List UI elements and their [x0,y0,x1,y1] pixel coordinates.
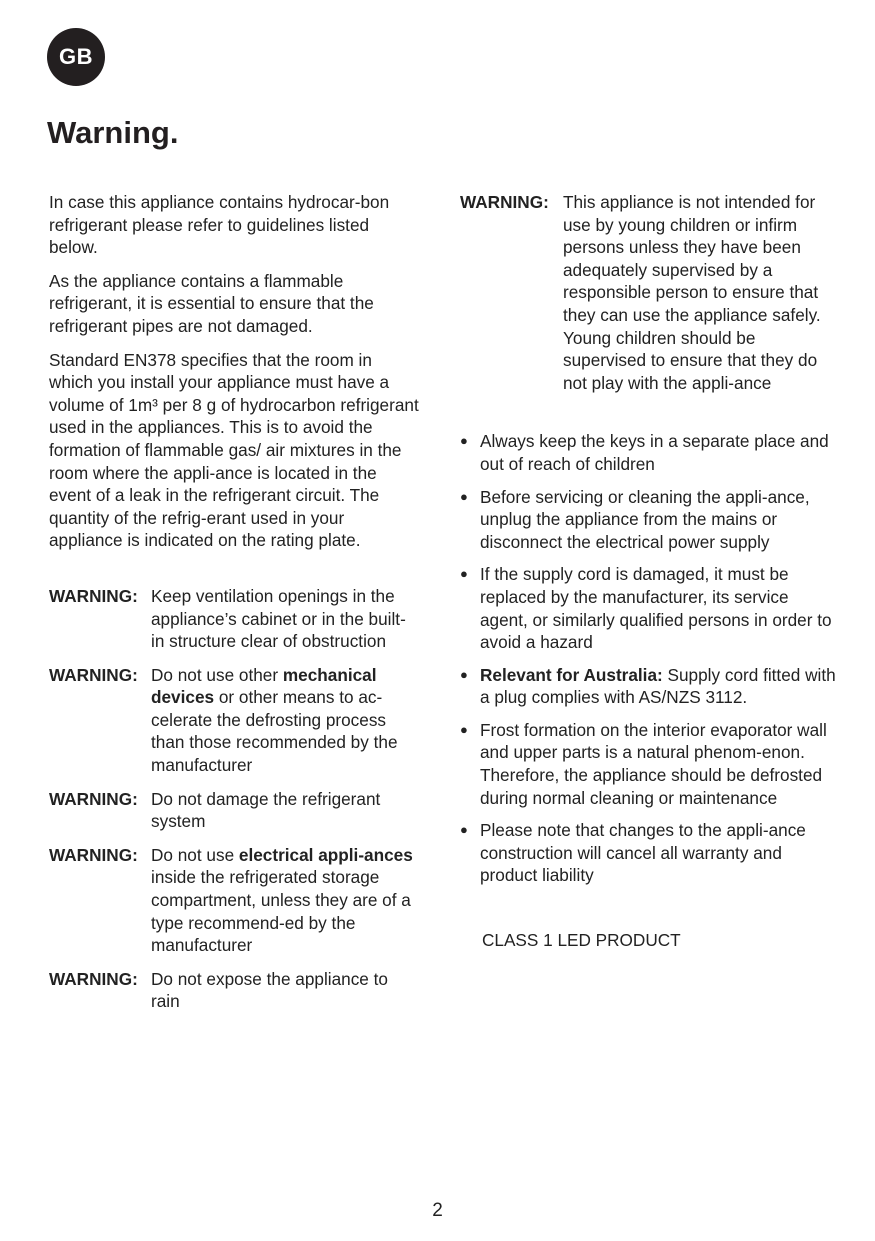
warning-text-post: inside the refrigerated storage compartment, unless they are of a type recommend-ed by the manufacturer [151,867,411,956]
warning-ventilation [49,585,419,653]
bullet-icon: ● [460,566,468,582]
safety-bullet-list [460,430,840,887]
warning-text: Do not damage the refrigerant system [151,788,381,832]
left-warnings [49,585,419,1013]
warning-label: WARNING: [49,968,138,989]
list-item [460,486,840,554]
list-item-text [480,664,840,709]
bullet-icon: ● [460,666,468,682]
page-title: Warning. [47,115,179,150]
warning-text-pre: Do not use [151,844,239,865]
list-item [460,819,840,887]
warning-electrical-appliances [49,844,419,957]
list-item-rest: Supply cord fitted with a plug complies with AS/NZS 3112. [480,664,836,708]
warning-text-bold: electrical appli-ances [238,844,413,865]
warning-label: WARNING: [49,788,138,809]
warning-rain [49,968,419,1013]
bullet-icon: ● [460,721,468,737]
page-number: 2 [432,1200,443,1221]
flammable-paragraph: As the appliance contains a flammable refrigerant, it is essential to ensure that the refrigerant pipes are not damaged. [49,270,374,336]
list-item-text: Before servicing or cleaning the appli-ance, unplug the appliance from the mains or disconnect the electrical power supply [480,486,810,552]
right-column [460,191,840,952]
list-item-text: Frost formation on the interior evaporator wall and upper parts is a natural phenom-enon. Therefore, the appliance should be defrosted during normal cleaning or maintenance [480,719,827,808]
warning-refrigerant-system [49,788,419,833]
led-class-label: CLASS 1 LED PRODUCT [482,930,681,951]
warning-label: WARNING: [49,585,138,606]
warning-children [460,191,840,394]
warning-text [151,664,419,777]
warning-text-post: or other means to ac-celerate the defrosting process than those recommended by the manufacturer [151,687,398,776]
warning-text: Do not expose the appliance to rain [151,968,388,1012]
warning-text [151,844,419,957]
bullet-icon: ● [460,822,468,838]
warning-mechanical-devices [49,664,419,777]
list-item [460,430,840,475]
intro-paragraph: In case this appliance contains hydrocar-bon refrigerant please refer to guidelines listed below. [49,192,390,258]
en378-paragraph: Standard EN378 specifies that the room in which you install your appliance must have a volume of 1m³ per 8 g of hydrocarbon refrigerant used in the appliances. This is to avoid the formation of flammable gas/ air mixtures in the room where the appli-ance is located in the event of a leak in the refrigerant circuit. The quantity of the refrig-erant used in your appliance is indicated on the rating plate. [49,349,419,551]
list-item-bold: Relevant for Australia: [480,664,663,685]
language-badge: GB [47,28,105,86]
list-item [460,664,840,709]
warning-text-pre: Do not use other [151,664,283,685]
list-item [460,563,840,653]
list-item-text: Please note that changes to the appli-ance construction will cancel all warranty and product liability [480,820,806,886]
warning-text: Keep ventilation openings in the appliance’s cabinet or in the built-in structure clear of obstruction [151,585,406,652]
bullet-icon: ● [460,433,468,449]
list-item-text: Always keep the keys in a separate place and out of reach of children [480,431,829,474]
bullet-icon: ● [460,488,468,504]
left-column [49,191,419,1024]
warning-text: This appliance is not intended for use by young children or infirm persons unless they have been adequately supervised by a responsible person to ensure that they can use the appliance safely. Young children should be supervised to ensure that they do not play with the appli-ance [563,192,821,393]
warning-label: WARNING: [49,844,138,865]
warning-label: WARNING: [49,664,138,685]
list-item-text: If the supply cord is damaged, it must be replaced by the manufacturer, its service agent, or similarly qualified persons in order to avoid a hazard [480,564,832,653]
warning-label: WARNING: [460,192,549,212]
warning-text-bold: mechanical devices [151,664,377,708]
list-item [460,719,840,809]
